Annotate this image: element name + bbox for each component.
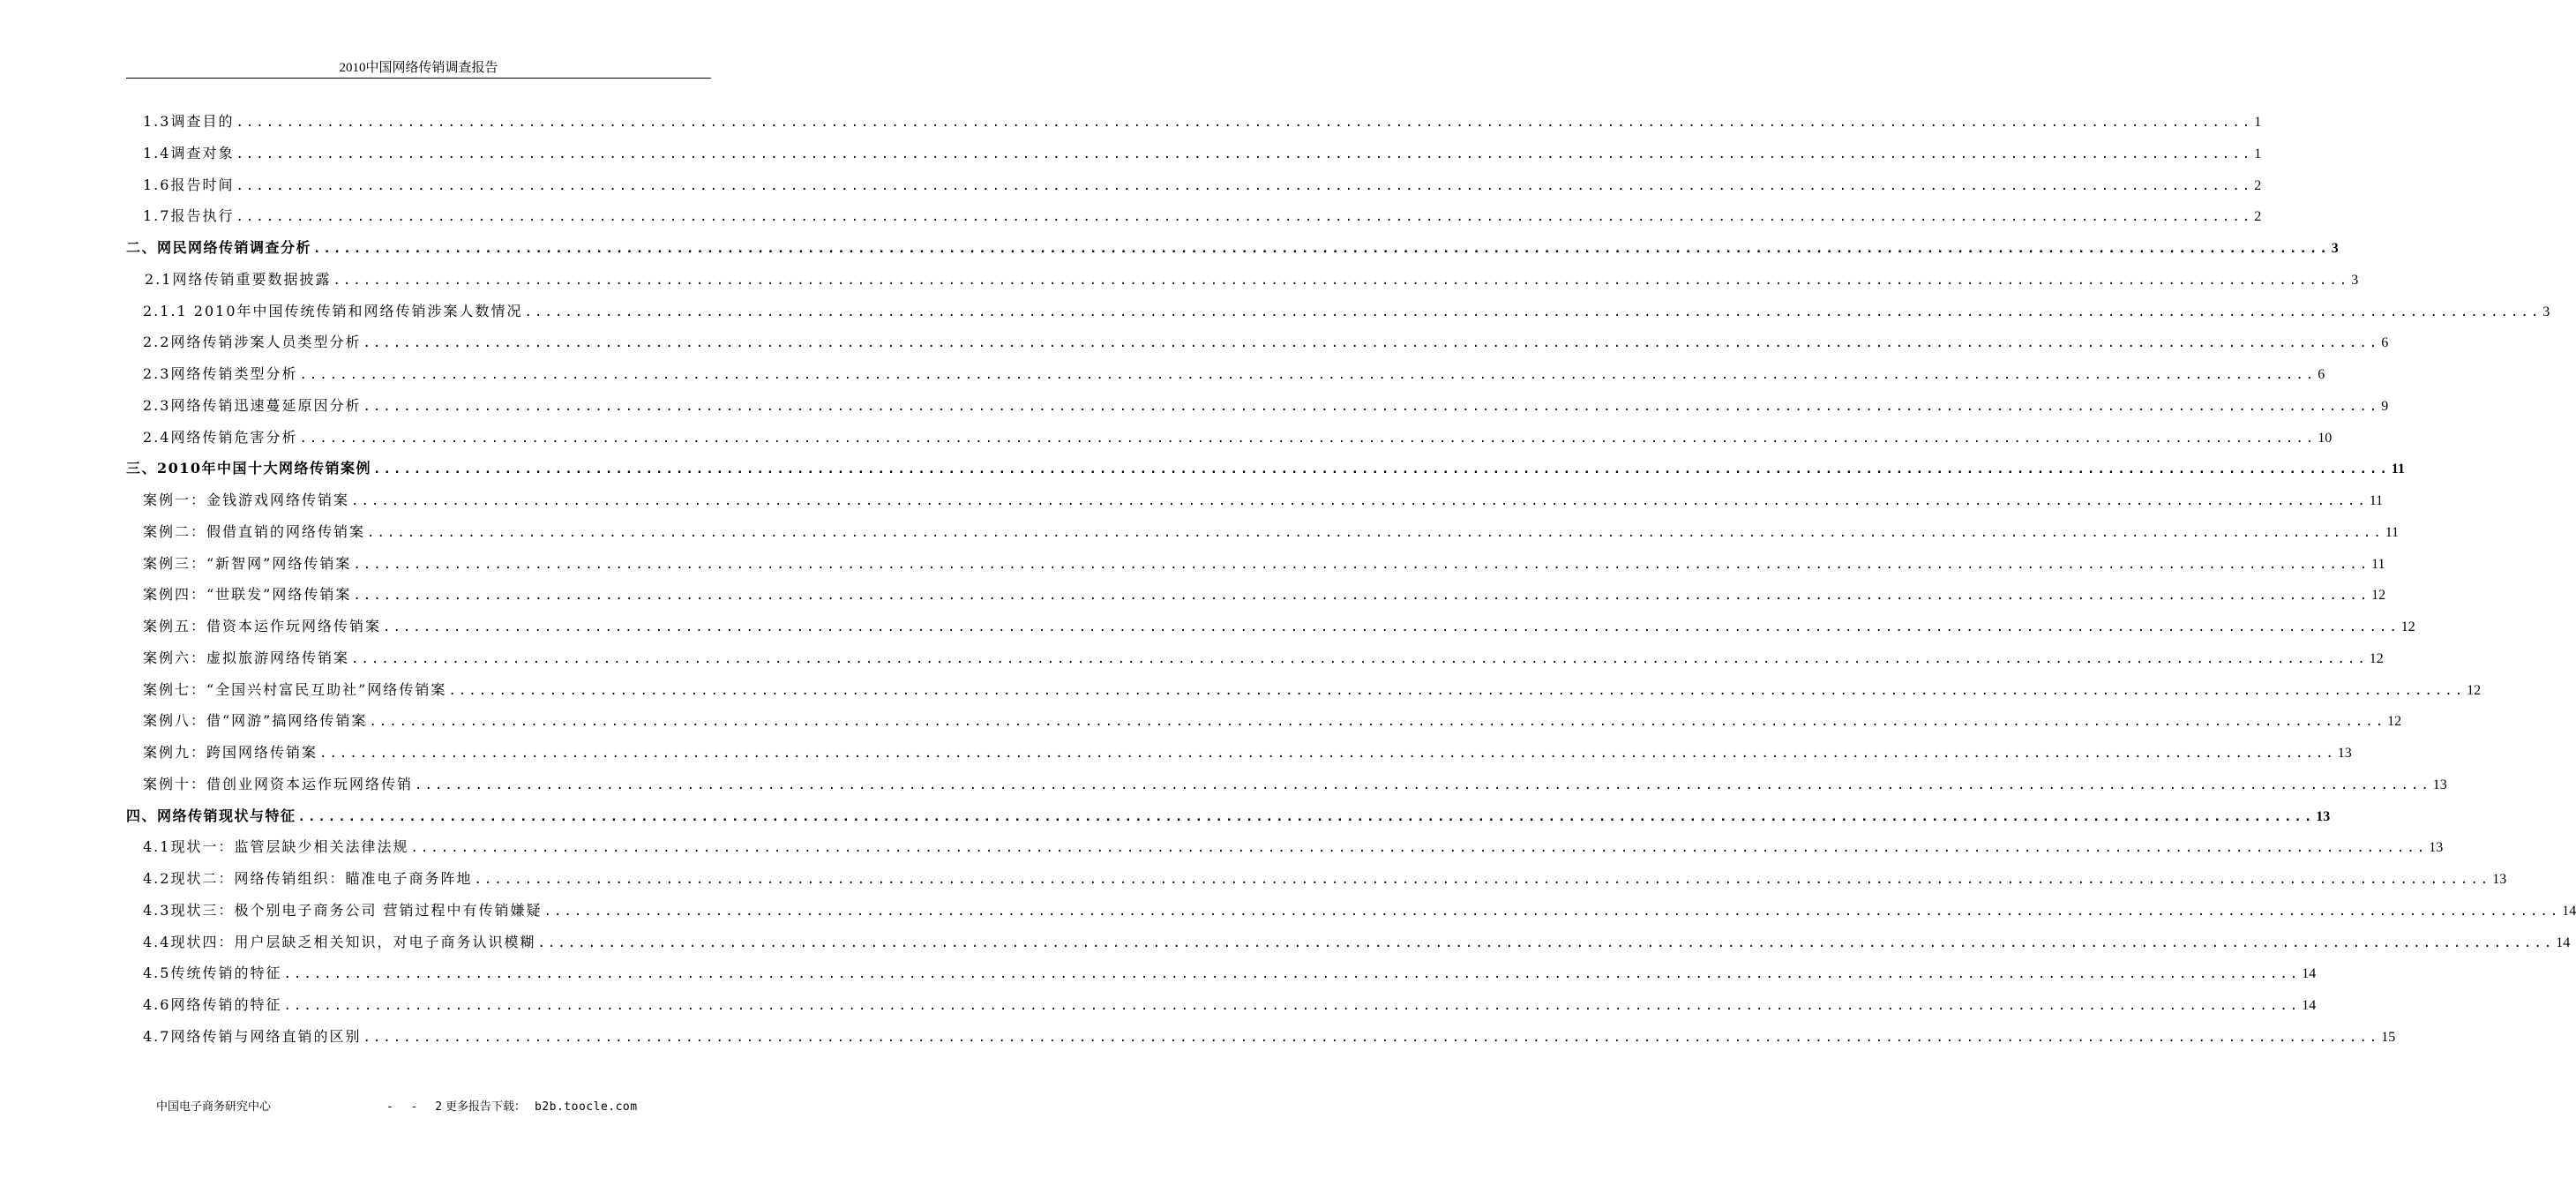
toc-entry-title: 4.5传统传销的特征 <box>143 965 282 982</box>
toc-leader-dots: ........................................................................................................................................................................................................ <box>236 116 2253 130</box>
toc-page-number: 1 <box>2254 115 2262 130</box>
toc-page-number: 12 <box>2369 650 2384 666</box>
toc-entry[interactable] <box>126 611 2415 642</box>
page-header-title: 2010中国网络传销调查报告 <box>339 61 498 75</box>
toc-entry[interactable] <box>126 863 2507 895</box>
toc-entry[interactable] <box>126 737 2352 769</box>
toc-page-number: 9 <box>2381 398 2389 414</box>
toc-entry-title: 案例六：虚拟旅游网络传销案 <box>143 649 350 666</box>
toc-leader-dots: ........................................................................................................................................................................................................ <box>283 967 2301 982</box>
toc-leader-dots: ........................................................................................................................................................................................................ <box>363 399 2380 414</box>
toc-page-number: 13 <box>2337 746 2352 761</box>
header-rule <box>126 78 711 79</box>
toc-leader-dots: ........................................................................................................................................................................................................ <box>543 904 2561 919</box>
toc-leader-dots: ........................................................................................................................................................................................................ <box>373 462 2390 477</box>
toc-page-number: 12 <box>2371 588 2386 604</box>
toc-entry[interactable] <box>126 106 2262 138</box>
toc-leader-dots: ........................................................................................................................................................................................................ <box>236 210 2253 225</box>
toc-leader-dots: ........................................................................................................................................................................................................ <box>236 178 2253 193</box>
toc-leader-dots: ........................................................................................................................................................................................................ <box>299 431 2317 446</box>
toc-leader-dots: ........................................................................................................................................................................................................ <box>351 494 2368 508</box>
toc-entry-title: 案例二：假借直销的网络传销案 <box>143 522 366 540</box>
toc-entry[interactable] <box>126 642 2384 674</box>
toc-leader-dots: ........................................................................................................................................................................................................ <box>363 336 2380 351</box>
toc-page-number: 3 <box>2331 241 2339 256</box>
footer-url-link[interactable]: b2b.toocle.com <box>535 1100 638 1114</box>
toc-entry-title: 2.1网络传销重要数据披露 <box>145 270 332 288</box>
toc-entry-title: 案例十：借创业网资本运作玩网络传销 <box>143 775 414 792</box>
toc-entry-title: 2.4网络传销危害分析 <box>143 428 298 446</box>
toc-leader-dots: ........................................................................................................................................................................................................ <box>474 873 2491 887</box>
toc-entry-title: 案例三：“新智网”网络传销案 <box>143 554 352 572</box>
toc-leader-dots: ........................................................................................................................................................................................................ <box>415 777 2431 792</box>
toc-entry-title: 三、2010年中国十大网络传销案例 <box>126 460 372 477</box>
toc-leader-dots: ........................................................................................................................................................................................................ <box>351 651 2368 666</box>
toc-entry[interactable] <box>126 674 2482 706</box>
toc-leader-dots: ........................................................................................................................................................................................................ <box>363 1030 2380 1045</box>
toc-entry-title: 4.4现状四：用户层缺乏相关知识，对电子商务认识模糊 <box>143 933 536 950</box>
toc-entry-title: 1.7报告执行 <box>143 207 235 225</box>
toc-entry-title: 二、网民网络传销调查分析 <box>126 239 312 256</box>
toc-leader-dots: ........................................................................................................................................................................................................ <box>448 683 2466 698</box>
toc-entry[interactable] <box>126 327 2389 358</box>
toc-page-number: 2 <box>2254 177 2262 193</box>
toc-entry[interactable] <box>126 390 2389 422</box>
toc-page-number: 3 <box>2542 304 2550 319</box>
toc-leader-dots: ........................................................................................................................................................................................................ <box>236 146 2253 161</box>
toc-leader-dots: ........................................................................................................................................................................................................ <box>410 841 2428 856</box>
toc-page-number: 14 <box>2556 935 2571 950</box>
footer-more-label: 更多报告下载： <box>446 1100 527 1114</box>
toc-entry-title: 案例四：“世联发”网络传销案 <box>143 586 352 604</box>
toc-entry-title: 4.7网络传销与网络直销的区别 <box>143 1027 362 1045</box>
footer-org: 中国电子商务研究中心 <box>156 1100 272 1114</box>
toc-page-number: 12 <box>2400 619 2415 634</box>
toc-entry[interactable] <box>126 548 2385 580</box>
toc-page-number: 14 <box>2562 903 2576 919</box>
toc-leader-dots: ........................................................................................................................................................................................................ <box>297 809 2315 824</box>
toc-page-number: 6 <box>2381 335 2389 351</box>
toc-entry[interactable] <box>126 200 2262 232</box>
toc-leader-dots: ........................................................................................................................................................................................................ <box>537 935 2555 950</box>
toc-entry[interactable] <box>126 296 2550 327</box>
toc-leader-dots: ........................................................................................................................................................................................................ <box>319 747 2336 761</box>
toc-page-number: 11 <box>2371 556 2385 572</box>
toc-entry[interactable] <box>126 579 2386 611</box>
toc-entry-title: 案例一：金钱游戏网络传销案 <box>143 492 350 508</box>
toc-page-number: 15 <box>2381 1029 2396 1045</box>
toc-entry[interactable] <box>126 516 2400 548</box>
toc-leader-dots: ........................................................................................................................................................................................................ <box>299 368 2317 382</box>
toc-entry-title: 4.1现状一：监管层缺少相关法律法规 <box>143 838 409 856</box>
toc-leader-dots: ........................................................................................................................................................................................................ <box>367 525 2384 540</box>
toc-entry-title: 案例八：借“网游”搞网络传销案 <box>143 712 368 730</box>
toc-entry-title: 2.2网络传销涉案人员类型分析 <box>143 334 362 351</box>
toc-entry[interactable] <box>126 358 2325 390</box>
toc-entry[interactable] <box>126 484 2384 516</box>
toc-page-number: 3 <box>2351 272 2359 288</box>
toc-page-number: 11 <box>2369 493 2384 508</box>
toc-page-number: 11 <box>2391 462 2405 477</box>
toc-leader-dots: ........................................................................................................................................................................................................ <box>524 304 2542 319</box>
toc-entry-title: 1.3调查目的 <box>143 113 235 130</box>
toc-entry-title: 1.4调查对象 <box>143 144 235 161</box>
toc-page-number: 13 <box>2429 840 2444 856</box>
toc-entry-title: 2.1.1 2010年中国传统传销和网络传销涉案人数情况 <box>143 302 523 319</box>
toc-page-number: 13 <box>2316 808 2331 824</box>
toc-page-number: 6 <box>2318 367 2325 382</box>
toc-entry[interactable] <box>126 705 2402 737</box>
toc-section-entry[interactable] <box>126 800 2331 832</box>
toc-entry-title: 2.3网络传销迅速蔓延原因分析 <box>143 396 362 414</box>
toc-leader-dots: ........................................................................................................................................................................................................ <box>333 273 2350 288</box>
toc-page-number: 14 <box>2302 966 2317 982</box>
toc-entry-title: 4.6网络传销的特征 <box>143 996 282 1013</box>
toc-leader-dots: ........................................................................................................................................................................................................ <box>369 715 2386 730</box>
toc-entry[interactable] <box>126 169 2262 201</box>
toc-page-number: 1 <box>2254 146 2262 161</box>
toc-page-number: 12 <box>2387 714 2402 730</box>
toc-entry[interactable] <box>126 927 2571 958</box>
page-footer <box>0 1098 838 1117</box>
toc-entry[interactable] <box>126 895 2576 927</box>
toc-page-number: 11 <box>2385 524 2400 540</box>
toc-entry-title: 案例七：“全国兴村富民互助社”网络传销案 <box>143 680 447 698</box>
toc-page-number: 12 <box>2467 682 2482 698</box>
toc-leader-dots: ........................................................................................................................................................................................................ <box>313 242 2330 256</box>
table-of-contents <box>126 106 2576 1053</box>
toc-page-number: 2 <box>2254 209 2262 225</box>
toc-leader-dots: ........................................................................................................................................................................................................ <box>283 999 2301 1013</box>
toc-entry-title: 案例五：借资本运作玩网络传销案 <box>143 618 382 634</box>
toc-entry[interactable] <box>126 769 2447 800</box>
toc-entry[interactable] <box>126 422 2333 454</box>
toc-entry[interactable] <box>126 831 2444 863</box>
toc-page-number: 13 <box>2492 872 2507 887</box>
toc-page-number: 13 <box>2432 777 2447 792</box>
toc-section-entry[interactable] <box>126 453 2405 484</box>
toc-leader-dots: ........................................................................................................................................................................................................ <box>353 589 2370 604</box>
toc-section-entry[interactable] <box>126 232 2339 264</box>
toc-entry[interactable] <box>126 1021 2396 1053</box>
toc-entry[interactable] <box>126 138 2262 169</box>
toc-entry-title: 案例九：跨国网络传销案 <box>143 744 318 761</box>
toc-leader-dots: ........................................................................................................................................................................................................ <box>383 620 2400 634</box>
toc-entry[interactable] <box>126 264 2359 296</box>
toc-entry-title: 1.6报告时间 <box>143 176 235 193</box>
toc-entry[interactable] <box>126 957 2317 989</box>
toc-entry-title: 4.3现状三：极个别电子商务公司 营销过程中有传销嫌疑 <box>143 901 543 919</box>
toc-page-number: 14 <box>2302 998 2317 1013</box>
toc-leader-dots: ........................................................................................................................................................................................................ <box>353 557 2370 572</box>
toc-entry-title: 四、网络传销现状与特征 <box>126 807 296 824</box>
footer-page-number: - - 2 <box>386 1100 448 1114</box>
toc-entry-title: 4.2现状二：网络传销组织：瞄准电子商务阵地 <box>143 870 473 887</box>
toc-page-number: 10 <box>2318 430 2333 446</box>
toc-entry-title: 2.3网络传销类型分析 <box>143 365 298 382</box>
toc-entry[interactable] <box>126 989 2317 1021</box>
